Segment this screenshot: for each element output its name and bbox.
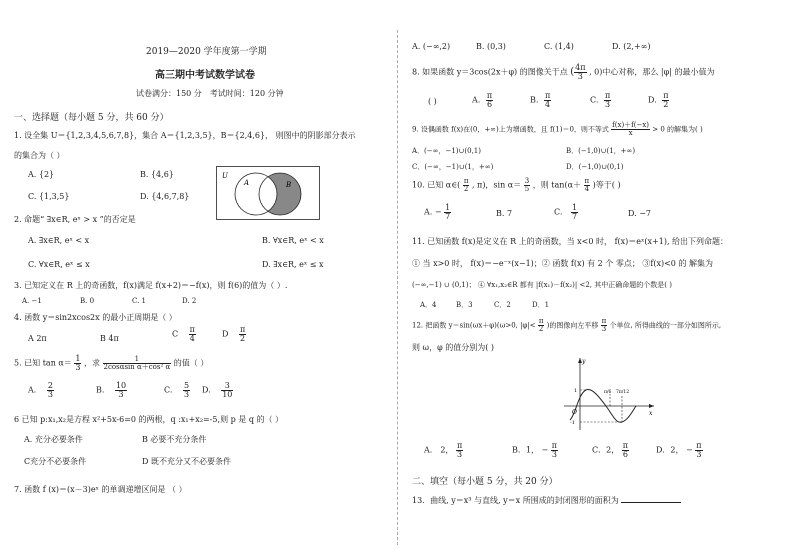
graph-tick-minus-1: -1 — [570, 420, 575, 426]
q10-option-b: B. 7 — [496, 209, 513, 218]
q12-option-b: B．1， − $\frac{\pi}{3}$ — [512, 441, 558, 459]
graph-x-label: x — [649, 410, 653, 417]
venn-label-u: U — [222, 172, 228, 180]
q2-stem: 2. 命题“ ∃x∈R, eˣ > x ”的否定是 — [14, 215, 136, 224]
q4-stem: 4. 函数 y＝sin2xcos2x 的最小正周期是（ ） — [14, 313, 177, 322]
q2-option-a: A. ∃x∈R, eˣ < x — [28, 236, 90, 245]
q5-option-d: D. $\frac{3}{10}$ — [202, 381, 233, 399]
q12-option-d: D．2， − $\frac{\pi}{3}$ — [656, 441, 702, 459]
q6-option-b: B 必要不充分条件 — [142, 435, 207, 444]
q13-answer-blank[interactable] — [621, 494, 681, 503]
q5-stem: 5. 已知 tan α＝ $\frac{1}{3}$ ，求 $\frac{1}{\text{2cosαsin α＋cos² α}}$ 的值（ ） — [14, 354, 209, 372]
q8-option-a: A. $\frac{\pi}{6}$ — [472, 91, 493, 109]
q3-option-b: B. 0 — [80, 297, 95, 305]
q11-stem-line2: ① 当 x>0 时， f(x)＝−e⁻ˣ(x−1)；② 函数 f(x) 有 2 个 零点； ③f(x)<0 的 解集为 — [412, 259, 713, 268]
q10-option-a: A. − $\frac{1}{7}$ — [424, 203, 451, 221]
q8-stem: 8. 如果函数 y＝3cos(2x＋φ) 的图像关于点 ( $\frac{4\pi}{3}$ , 0)中心对称，那么 |φ| 的最小值为 — [412, 63, 715, 81]
q7-stem: 7. 函数 f (x)＝(x－3)eˣ 的单调递增区间是 （ ） — [14, 485, 187, 494]
graph-tick-1: 1 — [574, 388, 578, 394]
column-divider — [397, 30, 398, 545]
exam-info: 试卷满分：150 分 考试时间：120 分钟 — [136, 89, 284, 98]
q1-option-b: B. {4,6} — [140, 170, 174, 179]
q1-option-c: C. {1,3,5} — [28, 192, 70, 201]
q7-option-d: D. (2,+∞) — [612, 42, 651, 51]
q13-stem: 13．曲线, y＝x³ 与直线, y＝x 所围成的封闭图形的面积为 — [412, 494, 681, 506]
q6-option-d: D 既不充分又不必要条件 — [142, 457, 231, 466]
q2-option-b: B. ∀x∈R, eˣ < x — [262, 236, 324, 245]
q6-option-c: C充分不必要条件 — [24, 457, 87, 466]
q6-stem: 6 已知 p:x₁,x₂是方程 x²+5x-6=0 的两根，q :x₁+x₂=-5,则 p 是 q 的（ ） — [14, 415, 284, 424]
q2-option-c: C. ∀x∈R, eˣ ≤ x — [28, 260, 90, 269]
venn-label-a: A — [244, 179, 250, 187]
q1-stem-line1: 1. 设全集 U＝{1,2,3,4,5,6,7,8}，集合 A＝{1,2,3,5}，B＝{2,4,6}， 则图中的阴影部分表示 — [14, 131, 356, 140]
q10-option-c: C. $\frac{1}{7}$ — [554, 203, 578, 221]
section-2-heading: 二、填空（每小题 5 分，共 20 分） — [412, 477, 558, 487]
q12-sine-graph — [560, 354, 660, 434]
q10-stem: 10. 已知 α∈( $\frac{\pi}{2}$ , π)，sin α＝ $\frac{3}{5}$ ，则 tan(α＋ $\frac{\pi}{4}$ )等于( ) — [412, 177, 621, 193]
q12-option-a: A． 2， $\frac{\pi}{3}$ — [424, 441, 463, 459]
q12-stem-line2: 则 ω，φ 的值分别为( ) — [412, 343, 494, 352]
q11-option-a: A．4 — [420, 301, 437, 309]
q11-stem-line1: 11. 已知函数 f(x)是定义在 R 上的奇函数，当 x<0 时， f(x)＝eˣ(x+1), 给出下列命题： — [412, 237, 729, 246]
graph-tick-pi-6: π/6 — [604, 390, 612, 395]
q1-option-a: A. {2} — [28, 170, 55, 179]
section-1-heading: 一、选择题（每小题 5 分，共 60 分） — [14, 113, 169, 123]
q8-option-c: C. $\frac{\pi}{3}$ — [590, 91, 611, 109]
year-term: 2019—2020 学年度第一学期 — [146, 47, 267, 57]
q12-option-c: C．2， $\frac{\pi}{6}$ — [592, 441, 629, 459]
q1-option-d: D. {4,6,7,8} — [140, 192, 190, 201]
q5-option-c: C. $\frac{5}{3}$ — [164, 381, 190, 399]
q3-option-c: C. 1 — [132, 297, 147, 305]
q9-option-b: B．(−1,0)∪(1，+∞) — [566, 147, 636, 155]
q9-option-a: A．(−∞，−1)∪(0,1) — [412, 147, 481, 155]
q4-option-d: D $\frac{\pi}{2}$ — [222, 325, 246, 343]
q7-option-a: A. (−∞,2) — [412, 42, 451, 51]
q1-stem-line2: 的集合为（ ） — [14, 151, 65, 160]
q11-option-d: D．1 — [532, 301, 550, 309]
graph-tick-7pi-12: 7π/12 — [616, 390, 630, 395]
q4-option-b: B 4π — [100, 334, 119, 343]
q11-stem-line3: (−∞,−1) ∪ (0,1)； ④ ∀x₁,x₂∈R 都有 |f(x₁)－f(x₂)| <2, 其中正确命题的个数是( ) — [412, 281, 672, 289]
q4-option-c: C $\frac{\pi}{4}$ — [172, 325, 195, 343]
q10-option-d: D. −7 — [628, 209, 652, 218]
q5-option-a: A. $\frac{2}{3}$ — [28, 381, 53, 399]
q7-option-b: B. (0,3) — [476, 42, 506, 51]
q3-option-d: D. 2 — [182, 297, 197, 305]
q9-option-c: C．(−∞，−1)∪(1，+∞) — [412, 163, 494, 171]
q8-paren: ( ) — [428, 97, 437, 106]
q6-option-a: A. 充分必要条件 — [24, 435, 83, 444]
q3-option-a: A. −1 — [22, 297, 42, 305]
q4-option-a: A 2π — [28, 334, 47, 343]
q9-stem: 9. 设偶函数 f(x)在(0，+∞)上为增函数，且 f(1)＝0，则不等式 $\frac{f(x)+f(-x)}{x}$ > 0 的解集为( ) — [412, 121, 703, 137]
exam-title: 高三期中考试数学试卷 — [155, 70, 255, 81]
q2-option-d: D. ∃x∈R, eˣ ≤ x — [262, 260, 324, 269]
q8-option-b: B. $\frac{\pi}{4}$ — [530, 91, 551, 109]
q8-option-d: D. $\frac{\pi}{2}$ — [648, 91, 669, 109]
graph-y-label: y — [582, 358, 586, 365]
q3-stem: 3. 已知定义在 R 上的奇函数，f(x)满足 f(x+2)＝−f(x)，则 f(6)的值为（ ）. — [14, 281, 288, 290]
q11-option-c: C．2 — [494, 301, 511, 309]
venn-label-b: B — [286, 181, 292, 189]
q11-option-b: B．3 — [456, 301, 473, 309]
graph-origin: O — [572, 409, 577, 416]
q7-option-c: C. (1,4) — [544, 42, 574, 51]
q9-option-d: D．(−1,0)∪(0,1) — [566, 163, 624, 171]
q5-option-b: B. $\frac{10}{3}$ — [96, 381, 127, 399]
q12-stem-line1: 12. 把函数 y＝sin(ωx＋φ)(ω>0, |φ|< $\frac{\pi}{2}$ )的图像向左平移 $\frac{\pi}{3}$ 个单位, 所得曲线的一部分如图所示, — [412, 317, 722, 333]
venn-diagram — [216, 166, 320, 220]
